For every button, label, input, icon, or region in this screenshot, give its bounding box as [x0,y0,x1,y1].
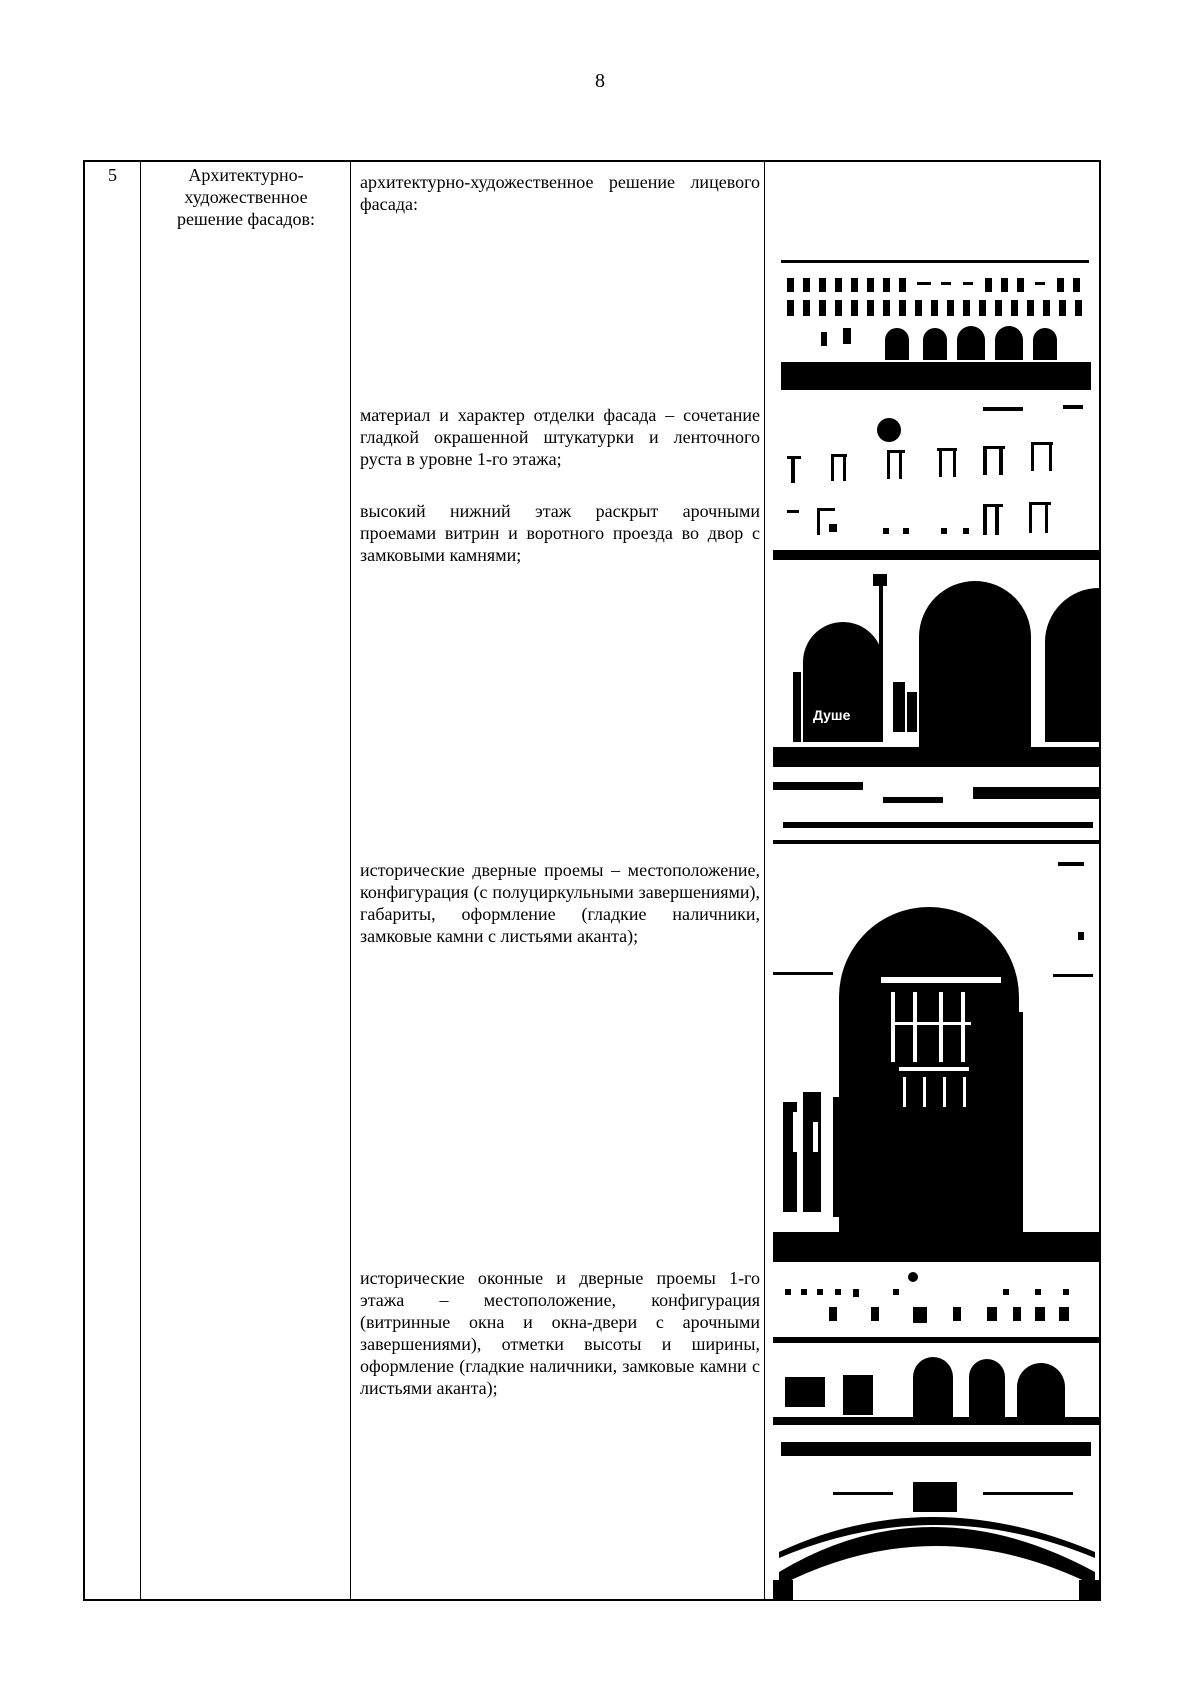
facade-table [83,160,1101,1601]
row-title-line: Архитектурно- [188,165,304,185]
finish-material-text: материал и характер отделки фасада – сочетание гладкой окрашенной штукатурки и ленточного руста в уровне 1-го этажа; [360,405,760,469]
facade-solution-text: архитектурно-художественное решение лицевого фасада: [360,172,760,214]
row-title-line: художественное [184,187,308,207]
page-number: 8 [595,70,605,92]
column-divider [764,162,765,1599]
column-divider [140,162,141,1599]
keystone-detail-photo [773,1462,1099,1600]
window-door-openings-text: исторические оконные и дверные проемы 1-го этажа – местоположение, конфигурация (витринные окна и окна-двери с арочными завершениями), отметки высоты и ширины, оформление (гладкие наличники, замковые камни с листьями аканта); [360,1268,760,1398]
shop-sign: Душе [813,707,851,723]
row-title-line: решение фасадов: [176,209,316,229]
column-divider [350,162,351,1599]
ground-floor-openings-photo [773,1267,1099,1462]
row-title [142,164,350,230]
row-number: 5 [108,165,117,185]
arched-doorway-photo [773,852,1099,1267]
ground-floor-arches-photo [773,402,1099,852]
door-openings-text: исторические дверные проемы – местоположение, конфигурация (с полуциркульными завершениями), габариты, оформление (гладкие наличники, замковые камни с листьями аканта); [360,860,760,946]
ground-floor-arches-text: высокий нижний этаж раскрыт арочными проемами витрин и воротного проезда во двор с замковыми камнями; [360,501,760,565]
